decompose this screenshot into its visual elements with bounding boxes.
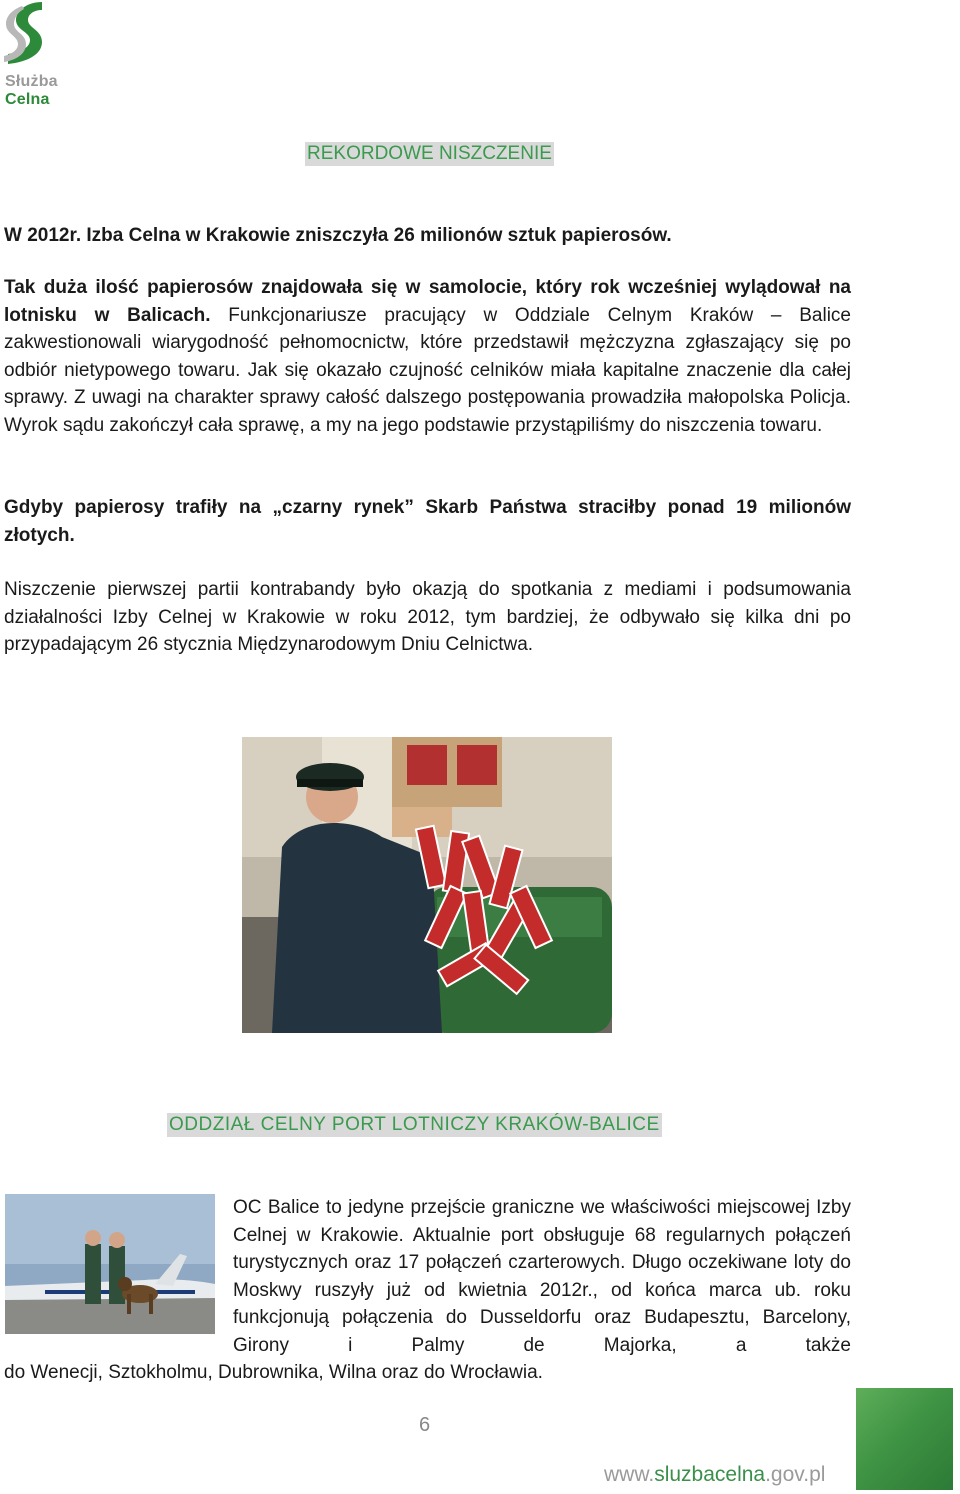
airport-officers-photo — [5, 1194, 215, 1334]
customs-logo-icon — [2, 0, 50, 66]
intro-paragraph — [4, 222, 851, 250]
section-heading-record-destruction: REKORDOWE NISZCZENIE — [307, 143, 552, 164]
page-number: 6 — [419, 1414, 431, 1436]
story-paragraph — [4, 274, 851, 439]
story-body: Funkcjonariusze pracujący w Oddziale Celnym Kraków – Balice zakwestionowali wiarygodność pełnomocnictw, które przedstawił mężczyzna zgłaszający się po odbiór nietypowego towaru. Jak się okazało czujność celników miała kapitalne znaczenie dla całej sprawy. Z uwagi na charakter sprawy całość dalszego postępowania prowadziła małopolska Policja. Wyrok sądu zakończył cała sprawę, a my na jego podstawie przystąpiliśmy do niszczenia towaru. — [4, 304, 851, 436]
website-domain: sluzbacelna — [654, 1463, 766, 1486]
logo-text-line2: Celna — [5, 91, 50, 108]
story-paragraph-text — [4, 274, 851, 439]
website-url — [604, 1463, 825, 1487]
loss-paragraph-text: Gdyby papierosy trafiły na „czarny rynek” Skarb Państwa straciłby ponad 19 milionów złotych. — [4, 497, 851, 546]
story-bold-lead: Tak duża ilość papierosów znajdowała się w samolocie, który rok wcześniej wylądował na lotnisku w Balicach. — [4, 277, 851, 326]
website-suffix: .gov.pl — [765, 1463, 826, 1486]
website-prefix: www. — [604, 1463, 655, 1486]
media-paragraph-text: Niszczenie pierwszej partii kontrabandy było okazją do spotkania z mediami i podsumowania działalności Izby Celnej w Krakowie w roku 2012, tym bardziej, że odbywało się kilka dni po przypadającym 26 stycznia Międzynarodowym Dniu Celnictwa. — [4, 579, 851, 655]
cigarette-destruction-photo — [242, 737, 612, 1033]
media-paragraph — [4, 576, 851, 659]
logo-text-line1: Służba — [5, 73, 58, 90]
airport-paragraph-wrapped: OC Balice to jedyne przejście graniczne we właściwości miejscowej Izby Celnej w Krakowie. Aktualnie port obsługuje 68 regularnych połączeń turystycznych oraz 17 połączeń czarterowych. Długo oczekiwane loty do Moskwy ruszyły już od kwietnia 2012r., od końca marca ub. roku funkcjonują połączenia do Dusseldorfu oraz Budapesztu, Barcelony, Girony i Palmy de Majorka, a także — [233, 1197, 851, 1356]
logo — [2, 0, 72, 110]
section-heading-airport-office: ODDZIAŁ CELNY PORT LOTNICZY KRAKÓW-BALICE — [169, 1114, 660, 1135]
loss-paragraph — [4, 494, 851, 549]
green-corner-decoration — [856, 1388, 953, 1490]
intro-paragraph-text: W 2012r. Izba Celna w Krakowie zniszczyła 26 milionów sztuk papierosów. — [4, 225, 672, 246]
airport-paragraph-tail: do Wenecji, Sztokholmu, Dubrownika, Wilna oraz do Wrocławia. — [4, 1362, 543, 1383]
